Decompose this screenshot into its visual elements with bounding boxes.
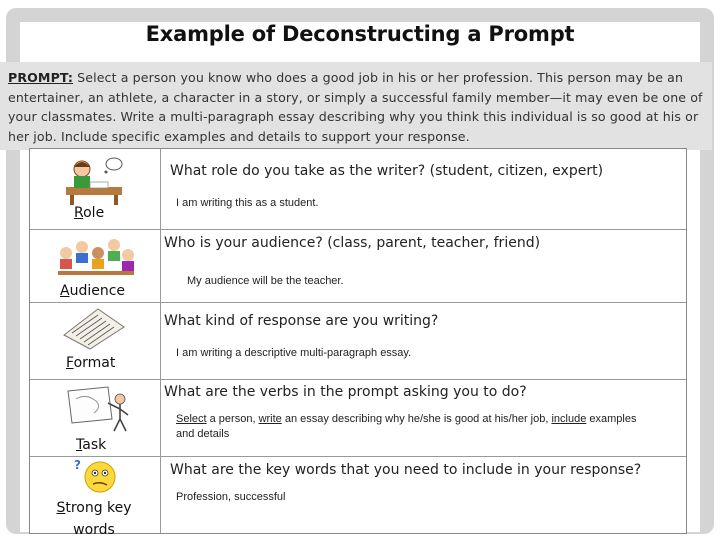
row-divider <box>30 302 686 303</box>
audience-crowd-icon <box>54 233 138 283</box>
row-label-task: Task <box>76 437 107 453</box>
row-label-role: Role <box>74 205 105 221</box>
thinking-face-icon <box>74 457 124 499</box>
key-words-question: What are the key words that you need to include in your response? <box>170 462 642 478</box>
audience-answer: My audience will be the teacher. <box>187 275 344 287</box>
row-divider <box>30 229 686 230</box>
presenter-task-icon <box>64 385 134 439</box>
key-words-answer: Profession, successful <box>176 491 286 503</box>
slide-title: Example of Deconstructing a Prompt <box>145 22 575 46</box>
prompt-label: PROMPT: <box>8 70 74 85</box>
row-label-audience: Audience <box>60 283 126 299</box>
task-answer: Select a person, write an essay describing why he/she is good at his/her job, include examples and details <box>176 413 637 440</box>
row-divider <box>30 379 686 380</box>
column-divider <box>160 149 161 533</box>
row-label-strong-key-words: Strong key words <box>56 500 132 538</box>
task-question: What are the verbs in the prompt asking you to do? <box>164 384 527 400</box>
role-answer: I am writing this as a student. <box>176 197 319 209</box>
prompt-box <box>0 62 712 150</box>
row-divider <box>30 456 686 457</box>
svg-text:?: ? <box>74 458 81 472</box>
student-writing-icon <box>60 155 128 209</box>
paper-format-icon <box>58 305 130 355</box>
format-answer: I am writing a descriptive multi-paragraph essay. <box>176 347 412 359</box>
deconstruction-table <box>29 148 687 538</box>
format-question: What kind of response are you writing? <box>164 313 439 329</box>
audience-question: Who is your audience? (class, parent, teacher, friend) <box>164 235 541 251</box>
prompt-text: Select a person you know who does a good job in his or her profession. This person may be an entertainer, an athlete, a character in a story, or simply a successful family member—it may even be one of your classmates. Write a multi-paragraph essay describing why you think this individual is so good at his or her job. Include specific examples and details to support your response. <box>8 70 703 144</box>
row-label-format: Format <box>66 355 116 371</box>
role-question: What role do you take as the writer? (student, citizen, expert) <box>170 163 604 179</box>
